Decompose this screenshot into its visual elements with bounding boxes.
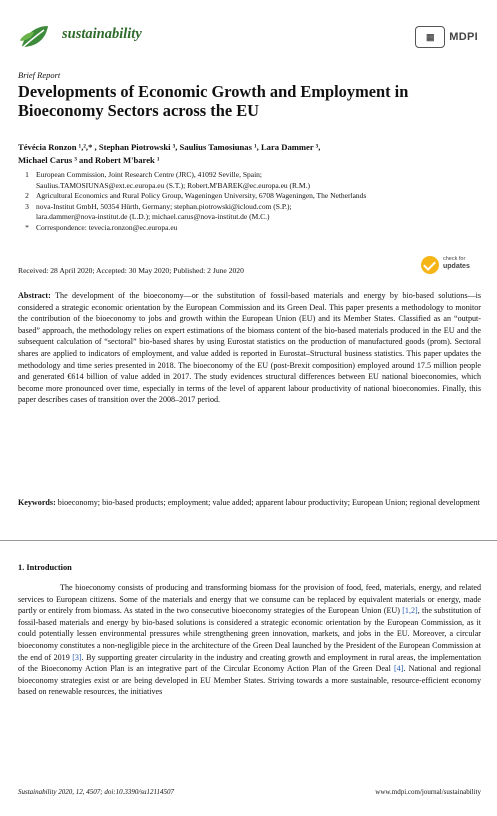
publication-dates: Received: 28 April 2020; Accepted: 30 May 2020; Published: 2 June 2020	[18, 266, 244, 275]
section-heading: 1. Introduction	[18, 563, 72, 572]
intro-text-1: The bioeconomy consists of producing and transforming biomass for the provision of food, feed, materials, energy, and related services to European citizens. Some of the materials and energy that we consume can be replaced by equivalent materials or energy, made partly or entirely from biomass. As stated in the two consecutive bioeconomy strategies of the European Union (EU)	[18, 583, 481, 616]
abstract-text: The development of the bioeconomy—or the substitution of fossil-based materials and energy by bio-based solutions—is considered a strategic economic orientation by the European Commission and its Green Deal. This paper presents a methodology to monitor the contribution of the bioeconomy to jobs and growth within the European Union (EU) and its Member States. Classified as an “output-based” approach, the methodology relies on expert estimations of the biomass content of the bio-based materials produced in the EU and the subsequent calculation of “sectoral” bio-based shares by using Eurostat statistics on the production of manufactured goods (prom). Sectoral shares are applied to indicators of employment, and value added is reported in Eurostat–Structural business statistics. This paper updates the methodology and time series presented in 2018. The bioeconomy of the EU (post-Brexit composition) employed around 17.5 million people and generated €614 billion of value added in 2017. The study evidences structural differences between EU national bioeconomies, which become more pronounced over time, especially in terms of the level of apparent labour productivity of national bioeconomies. Finally, this paper describes cases of transition over the 2008–2017 period.	[18, 291, 481, 405]
citation-link[interactable]: [3]	[72, 652, 82, 662]
footer-url[interactable]: www.mdpi.com/journal/sustainability	[375, 788, 481, 796]
intro-text-2: , the substitution of fossil-based materials and energy by bio-based solutions is considered a strategic economic orientation by the European Commission, as it could potentially lessen environmental pressures while strengthening green innovation, markets, and jobs in the EU. Moreover, a circular bioeconomy constitutes a non-negligible piece in the architecture of the Green Deal launched by the President of the European Commission at the end of 2019	[18, 606, 481, 662]
affiliation-text: Correspondence: tevecia.ronzon@ec.europa.eu	[36, 222, 178, 232]
check-icon	[421, 256, 439, 274]
affiliation-row	[18, 181, 483, 192]
intro-text-4: . National and regional bioeconomy strategies exist or are being developed in EU Member States. Striving towards a more sustainable, resource-efficient economy based on renewable resources, the initiatives	[18, 664, 481, 697]
citation-link[interactable]: [4]	[393, 664, 404, 674]
affiliation-number	[18, 212, 36, 223]
check-for-updates-badge[interactable]	[421, 254, 481, 278]
author-line-2: Michael Carus ³ and Robert M'barek ¹	[18, 155, 160, 165]
affiliations	[18, 170, 483, 234]
keywords-text: bioeconomy; bio-based products; employment; value added; apparent labour productivity; European Union; regional development	[57, 498, 480, 507]
affiliation-number: 3	[25, 201, 29, 211]
check-label-1: check for	[443, 256, 466, 262]
article-title: Developments of Economic Growth and Employment in Bioeconomy Sectors across the EU	[18, 82, 409, 120]
intro-text-3: . By supporting greater circularity in the industry and creating growth and employment in rural areas, the implementation of the Bioeconomy Action Plan is an integrative part of the Circular Economy Action Plan of the Green Deal	[18, 652, 481, 674]
affiliation-text: Saulius.TAMOSIUNAS@ext.ec.europa.eu (S.T.); Robert.M'BAREK@ec.europa.eu (R.M.)	[36, 180, 310, 190]
affiliation-number	[18, 181, 36, 192]
journal-header	[18, 18, 478, 58]
affiliation-number: *	[25, 222, 29, 232]
check-label-2: updates	[443, 263, 470, 270]
authors-line1: Tévécia Ronzon ¹,²,* , Stephan Piotrowski ³, Saulius Tamosiunas ¹, Lara Dammer ³,	[18, 142, 321, 152]
abstract	[18, 290, 481, 406]
sustainability-leaf-icon	[18, 20, 52, 54]
affiliation-number: 2	[25, 191, 29, 201]
affiliation-row	[18, 191, 483, 202]
keywords-label: Keywords:	[18, 498, 56, 507]
publisher-name: MDPI	[449, 31, 478, 43]
footer-citation: Sustainability 2020, 12, 4507; doi:10.3390/su12114507	[18, 788, 175, 796]
mdpi-logo-icon: ▦	[415, 26, 445, 48]
affiliation-text: nova-Institut GmbH, 50354 Hürth, Germany; stephan.piotrowski@icloud.com (S.P.);	[36, 201, 292, 211]
affiliation-text: European Commission, Joint Research Centre (JRC), 41092 Seville, Spain;	[36, 170, 263, 179]
abstract-label: Abstract:	[18, 291, 51, 300]
affiliation-row	[18, 170, 483, 181]
affiliation-row	[18, 223, 483, 234]
author-line-1	[18, 141, 483, 154]
affiliation-row	[18, 202, 483, 213]
citation-link[interactable]: [1,2]	[402, 606, 418, 616]
introduction-paragraph	[18, 582, 481, 698]
affiliation-text: Agricultural Economics and Rural Policy Group, Wageningen University, 6708 Wageningen, The Netherlands	[36, 191, 367, 201]
affiliation-text: lara.dammer@nova-institut.de (L.D.); michael.carus@nova-institut.de (M.C.)	[36, 212, 270, 222]
page-footer	[18, 788, 481, 796]
keywords	[18, 497, 481, 509]
author-list	[18, 141, 483, 167]
journal-name: sustainability	[62, 26, 142, 42]
affiliation-row	[18, 212, 483, 223]
section-divider	[0, 540, 497, 541]
affiliation-number: 1	[25, 170, 29, 179]
article-type: Brief Report	[18, 70, 61, 80]
publisher-logo	[415, 26, 478, 48]
